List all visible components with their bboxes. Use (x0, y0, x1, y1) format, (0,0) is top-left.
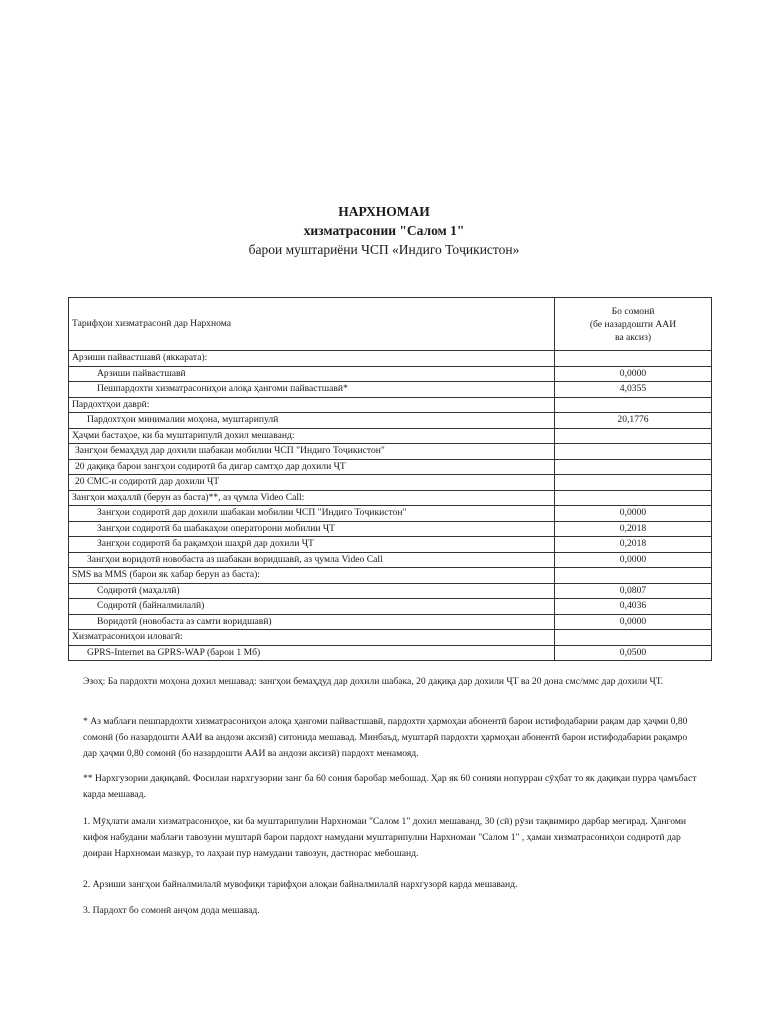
row-value: 0,0807 (555, 583, 712, 599)
row-label: Хизматрасониҳои иловагӣ: (69, 630, 555, 646)
table-row (69, 630, 712, 646)
row-value (555, 351, 712, 367)
row-value (555, 444, 712, 460)
row-label: Арзиши пайвастшавӣ (яккарата): (69, 351, 555, 367)
table-header-row (69, 298, 712, 351)
row-value: 4,0355 (555, 382, 712, 398)
table-row (69, 459, 712, 475)
row-label: Содиротӣ (байналмилалӣ) (69, 599, 555, 615)
title-line-3: барои муштариёни ЧСП «Индиго Тоҷикистон» (248, 242, 520, 257)
note-paragraph-5 (83, 877, 703, 893)
row-label: Пардохтҳои даврӣ: (69, 397, 555, 413)
tariff-table (68, 297, 712, 661)
table-row (69, 444, 712, 460)
table-row (69, 521, 712, 537)
table-row (69, 366, 712, 382)
row-value (555, 490, 712, 506)
note-text: Эзоҳ: Ба пардохти моҳона дохил мешавад: зангҳои бемаҳдуд дар дохили шабака, 20 дақиқа дар дохили ҶТ ва 20 дона смс/ммс дар дохили ҶТ. (83, 676, 664, 687)
row-label: Пешпардохти хизматрасониҳои алоқа ҳангоми пайвастшавӣ* (69, 382, 555, 398)
table-row (69, 351, 712, 367)
row-value: 0,0500 (555, 645, 712, 661)
note-paragraph-6 (83, 903, 703, 919)
row-value (555, 428, 712, 444)
row-label: 20 СМС-и содиротӣ дар дохили ҶТ (69, 475, 555, 491)
table-row (69, 645, 712, 661)
row-value: 0,2018 (555, 537, 712, 553)
note-paragraph-2 (83, 714, 703, 762)
table-row (69, 506, 712, 522)
header-price-line-2: (бе назардошти ААИ (589, 318, 677, 330)
note-text: 3. Пардохт бо сомонӣ анҷом дода мешавад. (83, 905, 260, 916)
table-row (69, 475, 712, 491)
note-paragraph-3 (83, 771, 703, 803)
row-label: Зангҳои маҳаллӣ (берун аз баста)**, аз ҷумла Video Call: (69, 490, 555, 506)
table-row (69, 490, 712, 506)
row-value: 0,0000 (555, 506, 712, 522)
row-value (555, 475, 712, 491)
row-label: Арзиши пайвастшавӣ (69, 366, 555, 382)
row-label: SMS ва MMS (барои як хабар берун аз баста): (69, 568, 555, 584)
table-row (69, 583, 712, 599)
header-price-column (555, 298, 712, 351)
note-text: 2. Арзиши зангҳои байналмилалӣ мувофиқи тарифҳои алоқаи байналмилалӣ нархгузорӣ карда мешаванд. (83, 879, 518, 890)
row-label: Ҳаҷми бастаҳое, ки ба муштарипулӣ дохил мешаванд: (69, 428, 555, 444)
header-price-line-1: Бо сомонӣ (611, 305, 655, 317)
table-row (69, 537, 712, 553)
document-title (0, 202, 768, 259)
row-value (555, 630, 712, 646)
row-label: Зангҳои содиротӣ ба шабакаҳои операторони мобилии ҶТ (69, 521, 555, 537)
row-value (555, 568, 712, 584)
row-label: Воридотӣ (новобаста аз самти воридшавӣ) (69, 614, 555, 630)
title-line-1: НАРХНОМАИ (338, 204, 430, 219)
row-value: 20,1776 (555, 413, 712, 429)
row-value: 0,0000 (555, 366, 712, 382)
note-text: ** Нархгузории дақиқавӣ. Фосилаи нархгузории занг ба 60 сония баробар мебошад. Ҳар як 60 сонияи нопурраи сӯҳбат то як дақиқаи пурра ҷамъбаст карда мешавад. (83, 773, 697, 800)
row-label: Зангҳои содиротӣ дар дохили шабакаи мобилии ЧСП "Индиго Тоҷикистон" (69, 506, 555, 522)
table-row (69, 599, 712, 615)
table-row (69, 413, 712, 429)
note-paragraph-4 (83, 814, 703, 862)
row-label: GPRS-Internet ва GPRS-WAP (барои 1 Мб) (69, 645, 555, 661)
table-row (69, 397, 712, 413)
note-text: 1. Мӯҳлати амали хизматрасониҳое, ки ба муштарипулии Нархномаи "Салом 1" дохил мешаванд, 30 (сӣ) рӯзи тақвимиро дарбар мегирад. Ҳангоми кифоя набудани маблағи тавозуни муштарӣ барои пардохт намудани муштарипулии Нархномаи "Салом 1" , ҳамаи хизматрасониҳои содиротӣ дар доираи Нархномаи мазкур, то лаҳзаи пур намудани тавозун, дастнорас мебошанд. (83, 816, 687, 859)
row-value (555, 397, 712, 413)
row-label: Содиротӣ (маҳаллӣ) (69, 583, 555, 599)
table-row (69, 614, 712, 630)
table-row (69, 382, 712, 398)
header-service-column: Тарифҳои хизматрасонӣ дар Нархнома (69, 298, 555, 351)
row-value: 0,4036 (555, 599, 712, 615)
header-price-line-3: ва аксиз) (614, 331, 652, 343)
row-label: Зангҳои бемаҳдуд дар дохили шабакаи мобилии ЧСП "Индиго Тоҷикистон" (69, 444, 555, 460)
row-label: Пардохтҳои минималии моҳона, муштарипулӣ (69, 413, 555, 429)
row-value (555, 459, 712, 475)
note-paragraph-1 (83, 674, 703, 690)
title-line-2: хизматрасонии "Салом 1" (303, 223, 465, 238)
row-label: Зангҳои воридотӣ новобаста аз шабакаи воридшавӣ, аз ҷумла Video Call (69, 552, 555, 568)
row-value: 0,0000 (555, 552, 712, 568)
note-text: * Аз маблағи пешпардохти хизматрасониҳои алоқа ҳангоми пайвастшавӣ, пардохти ҳармоҳаи абонентӣ барои истифодабарии рақам дар ҳаҷми 0,80 сомонӣ (бо назардошти ААИ ва андози аксизӣ) ситонида мешавад. Минбаъд, муштарӣ пардохти ҳармоҳаи абонентӣ барои истифодабарии рақамро дар ҳаҷми 0,80 сомонӣ (бо назардошти ААИ ва андози аксизӣ) пардохт менамояд. (83, 716, 688, 759)
table-row (69, 428, 712, 444)
row-value: 0,0000 (555, 614, 712, 630)
row-label: 20 дақиқа барои зангҳои содиротӣ ба дигар самтҳо дар дохили ҶТ (69, 459, 555, 475)
table-row (69, 552, 712, 568)
row-value: 0,2018 (555, 521, 712, 537)
row-label: Зангҳои содиротӣ ба рақамҳои шаҳрӣ дар дохили ҶТ (69, 537, 555, 553)
table-row (69, 568, 712, 584)
